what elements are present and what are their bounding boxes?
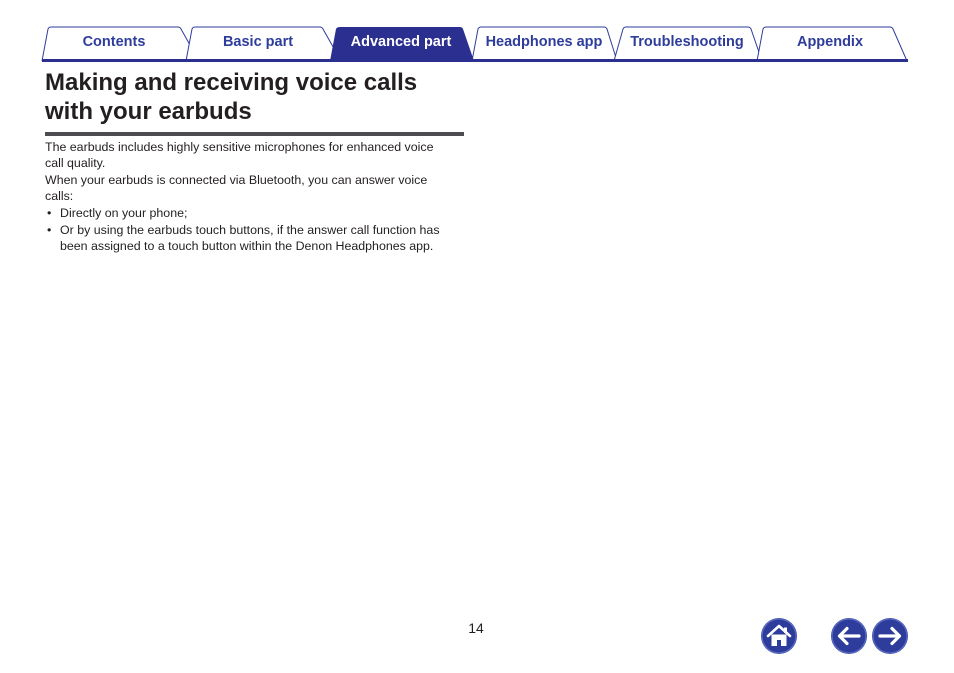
- list-item-text: Directly on your phone;: [60, 206, 188, 220]
- bullet-icon: •: [47, 206, 52, 220]
- body-text: [45, 139, 455, 255]
- bullet-icon: •: [47, 223, 52, 237]
- title-divider: [45, 132, 464, 136]
- page-number: 14: [468, 620, 484, 636]
- list-item-text: Or by using the earbuds touch buttons, if the answer call function has been assigned to a touch button within the Denon Headphones app.: [60, 223, 440, 253]
- list-item: [45, 222, 455, 254]
- page-title: Making and receiving voice calls with your earbuds: [45, 69, 418, 125]
- back-button[interactable]: [830, 617, 868, 655]
- list-item: [45, 205, 455, 221]
- bluetooth-paragraph: When your earbuds is connected via Bluetooth, you can answer voice calls:: [45, 173, 428, 203]
- home-button[interactable]: [760, 617, 798, 655]
- tab-headphones-app[interactable]: Headphones app: [485, 34, 603, 50]
- answer-methods-list: [45, 205, 455, 254]
- tab-troubleshooting[interactable]: Troubleshooting: [630, 34, 744, 50]
- tab-appendix[interactable]: Appendix: [796, 34, 864, 50]
- tab-advanced-part[interactable]: Advanced part: [350, 34, 452, 50]
- tab-bar: [0, 0, 954, 64]
- tab-basic-part[interactable]: Basic part: [222, 34, 294, 50]
- forward-button[interactable]: [871, 617, 909, 655]
- tab-bar-baseline: [42, 59, 908, 62]
- intro-paragraph: The earbuds includes highly sensitive microphones for enhanced voice call quality.: [45, 140, 434, 170]
- tab-contents[interactable]: Contents: [82, 34, 146, 50]
